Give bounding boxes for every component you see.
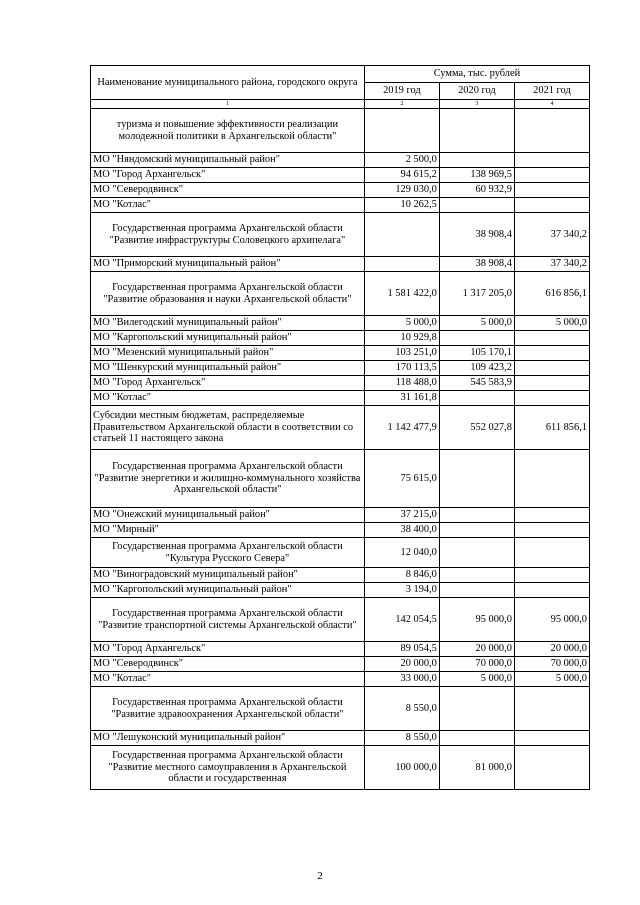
amount-2020 (439, 450, 514, 508)
program-row (91, 213, 590, 257)
recipient-name: МО "Вилегодский муниципальный район" (91, 316, 365, 331)
amount-2021 (514, 183, 589, 198)
amount-2019 (364, 213, 439, 257)
amount-2019: 2 500,0 (364, 153, 439, 168)
recipient-name: МО "Котлас" (91, 672, 365, 687)
amount-2020 (439, 568, 514, 583)
amount-2020: 60 932,9 (439, 183, 514, 198)
table-row (91, 346, 590, 361)
amount-2019: 5 000,0 (364, 316, 439, 331)
table-row (91, 183, 590, 198)
amount-2020 (439, 331, 514, 346)
amount-2020: 5 000,0 (439, 672, 514, 687)
table-row (91, 198, 590, 213)
table-row (91, 361, 590, 376)
amount-2019: 8 846,0 (364, 568, 439, 583)
recipient-name: МО "Котлас" (91, 391, 365, 406)
amount-2021 (514, 168, 589, 183)
amount-2020: 38 908,4 (439, 213, 514, 257)
table-row (91, 316, 590, 331)
table-row (91, 168, 590, 183)
recipient-name: МО "Каргопольский муниципальный район" (91, 583, 365, 598)
amount-2020: 70 000,0 (439, 657, 514, 672)
column-index: 4 (514, 100, 589, 109)
amount-2019: 10 929,8 (364, 331, 439, 346)
amount-2020: 95 000,0 (439, 598, 514, 642)
program-name: туризма и повышение эффективности реализации молодежной политики в Архангельской области" (91, 109, 365, 153)
amount-2019: 31 161,8 (364, 391, 439, 406)
program-name: Государственная программа Архангельской области "Развитие здравоохранения Архангельской области" (91, 687, 365, 731)
table-row (91, 523, 590, 538)
recipient-name: МО "Онежский муниципальный район" (91, 508, 365, 523)
program-row (91, 272, 590, 316)
table-row (91, 331, 590, 346)
column-index: 2 (364, 100, 439, 109)
amount-2021: 5 000,0 (514, 672, 589, 687)
amount-2019: 38 400,0 (364, 523, 439, 538)
program-name: Государственная программа Архангельской области "Развитие местного самоуправления в Архангельской области и государственная (91, 746, 365, 790)
amount-2019: 94 615,2 (364, 168, 439, 183)
amount-2021 (514, 376, 589, 391)
amount-2021 (514, 198, 589, 213)
recipient-name: МО "Приморский муниципальный район" (91, 257, 365, 272)
amount-2019: 103 251,0 (364, 346, 439, 361)
amount-2020: 138 969,5 (439, 168, 514, 183)
table-row (91, 583, 590, 598)
amount-2020: 38 908,4 (439, 257, 514, 272)
amount-2019: 100 000,0 (364, 746, 439, 790)
program-row (91, 109, 590, 153)
amount-2019: 89 054,5 (364, 642, 439, 657)
amount-2021 (514, 687, 589, 731)
column-index: 1 (91, 100, 365, 109)
table-row (91, 642, 590, 657)
amount-2020 (439, 198, 514, 213)
amount-2020 (439, 523, 514, 538)
amount-2021 (514, 568, 589, 583)
recipient-name: МО "Мирный" (91, 523, 365, 538)
amount-2020 (439, 508, 514, 523)
amount-2021: 37 340,2 (514, 213, 589, 257)
recipient-name: МО "Мезенский муниципальный район" (91, 346, 365, 361)
amount-2019 (364, 109, 439, 153)
amount-2021 (514, 583, 589, 598)
recipient-name: МО "Виноградовский муниципальный район" (91, 568, 365, 583)
table-row (91, 657, 590, 672)
amount-2020 (439, 109, 514, 153)
amount-2020: 552 027,8 (439, 406, 514, 450)
amount-2021: 616 856,1 (514, 272, 589, 316)
amount-2021 (514, 538, 589, 568)
table-row (91, 153, 590, 168)
amount-2020 (439, 391, 514, 406)
table-row (91, 406, 590, 450)
header-year-2019: 2019 год (364, 83, 439, 100)
page-number: 2 (317, 870, 323, 882)
table-row (91, 568, 590, 583)
amount-2020: 545 583,9 (439, 376, 514, 391)
recipient-name: МО "Город Архангельск" (91, 168, 365, 183)
amount-2019: 20 000,0 (364, 657, 439, 672)
program-name: Государственная программа Архангельской области "Развитие транспортной системы Архангельской области" (91, 598, 365, 642)
program-name: Государственная программа Архангельской области "Культура Русского Севера" (91, 538, 365, 568)
column-index: 3 (439, 100, 514, 109)
table-header (91, 66, 590, 109)
header-sum-column: Сумма, тыс. рублей (364, 66, 589, 83)
amount-2019: 8 550,0 (364, 731, 439, 746)
recipient-name: МО "Город Архангельск" (91, 642, 365, 657)
amount-2019: 33 000,0 (364, 672, 439, 687)
amount-2021: 20 000,0 (514, 642, 589, 657)
amount-2020: 1 317 205,0 (439, 272, 514, 316)
table-body (91, 109, 590, 790)
table-row (91, 257, 590, 272)
amount-2021 (514, 153, 589, 168)
table-row (91, 391, 590, 406)
amount-2019: 1 142 477,9 (364, 406, 439, 450)
recipient-name: МО "Северодвинск" (91, 183, 365, 198)
header-year-2021: 2021 год (514, 83, 589, 100)
program-row (91, 687, 590, 731)
amount-2020: 105 170,1 (439, 346, 514, 361)
program-name: Государственная программа Архангельской области "Развитие образования и науки Архангельской области" (91, 272, 365, 316)
amount-2019: 10 262,5 (364, 198, 439, 213)
amount-2019: 129 030,0 (364, 183, 439, 198)
amount-2021: 611 856,1 (514, 406, 589, 450)
amount-2020 (439, 538, 514, 568)
amount-2021 (514, 109, 589, 153)
amount-2021: 70 000,0 (514, 657, 589, 672)
amount-2020: 109 423,2 (439, 361, 514, 376)
program-row (91, 538, 590, 568)
program-row (91, 450, 590, 508)
recipient-name: МО "Котлас" (91, 198, 365, 213)
program-name: Государственная программа Архангельской области "Развитие энергетики и жилищно-коммунального хозяйства Архангельской области" (91, 450, 365, 508)
amount-2020: 81 000,0 (439, 746, 514, 790)
amount-2021: 37 340,2 (514, 257, 589, 272)
amount-2020 (439, 153, 514, 168)
amount-2019: 118 488,0 (364, 376, 439, 391)
header-year-2020: 2020 год (439, 83, 514, 100)
amount-2019 (364, 257, 439, 272)
recipient-name: МО "Северодвинск" (91, 657, 365, 672)
amount-2021 (514, 746, 589, 790)
amount-2021 (514, 361, 589, 376)
amount-2020 (439, 583, 514, 598)
recipient-name: МО "Лешуконский муниципальный район" (91, 731, 365, 746)
amount-2021 (514, 508, 589, 523)
amount-2019: 75 615,0 (364, 450, 439, 508)
amount-2019: 12 040,0 (364, 538, 439, 568)
amount-2021 (514, 331, 589, 346)
recipient-name: МО "Няндомский муниципальный район" (91, 153, 365, 168)
table-row (91, 731, 590, 746)
amount-2020 (439, 731, 514, 746)
amount-2019: 1 581 422,0 (364, 272, 439, 316)
amount-2020 (439, 687, 514, 731)
recipient-name: МО "Каргопольский муниципальный район" (91, 331, 365, 346)
amount-2021: 95 000,0 (514, 598, 589, 642)
amount-2020: 20 000,0 (439, 642, 514, 657)
amount-2019: 37 215,0 (364, 508, 439, 523)
recipient-name: МО "Город Архангельск" (91, 376, 365, 391)
amount-2021 (514, 731, 589, 746)
recipient-name: МО "Шенкурский муниципальный район" (91, 361, 365, 376)
program-row (91, 746, 590, 790)
table-row (91, 672, 590, 687)
header-name-column: Наименование муниципального района, городского округа (91, 66, 365, 100)
amount-2021 (514, 391, 589, 406)
amount-2021 (514, 346, 589, 361)
recipient-name: Субсидии местным бюджетам, распределяемые Правительством Архангельской области в соответствии со статьей 11 настоящего закона (91, 406, 365, 450)
amount-2021 (514, 450, 589, 508)
budget-table (90, 65, 590, 790)
table-row (91, 508, 590, 523)
amount-2019: 3 194,0 (364, 583, 439, 598)
amount-2019: 142 054,5 (364, 598, 439, 642)
amount-2021 (514, 523, 589, 538)
amount-2020: 5 000,0 (439, 316, 514, 331)
program-name: Государственная программа Архангельской области "Развитие инфраструктуры Соловецкого архипелага" (91, 213, 365, 257)
amount-2019: 8 550,0 (364, 687, 439, 731)
amount-2019: 170 113,5 (364, 361, 439, 376)
program-row (91, 598, 590, 642)
amount-2021: 5 000,0 (514, 316, 589, 331)
table-row (91, 376, 590, 391)
